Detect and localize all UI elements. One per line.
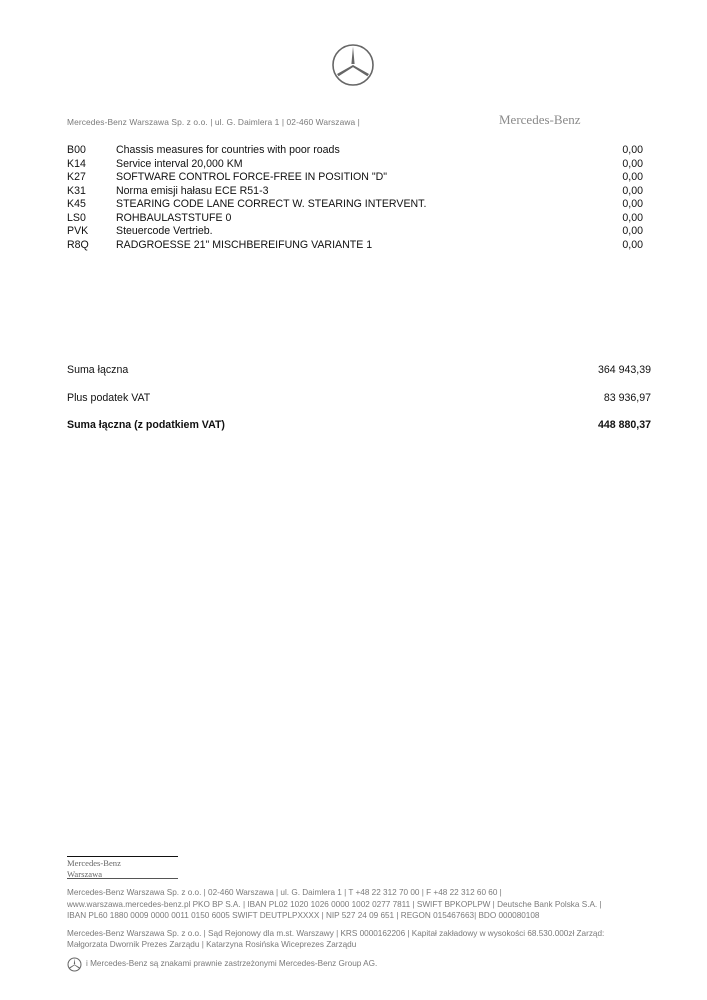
footer-line: Mercedes-Benz Warszawa Sp. z o.o. | 02-460 Warszawa | ul. G. Daimlera 1 | T +48 22 312 70 00 | F +48 22 312 60 60 |	[67, 888, 502, 897]
mercedes-star-icon	[67, 957, 82, 972]
subtotal-row	[67, 364, 651, 376]
item-description: Norma emisji hałasu ECE R51-3	[116, 184, 269, 197]
footer-line: IBAN PL60 1880 0009 0000 0011 0150 6005 SWIFT DEUTPLPXXXX | NIP 527 24 09 651 | REGON 015467663| BDO 000080108	[67, 911, 540, 920]
subtotal-label: Suma łączna	[67, 364, 129, 376]
item-price: 0,00	[622, 157, 643, 170]
item-description: RADGROESSE 21" MISCHBEREIFUNG VARIANTE 1	[116, 238, 373, 251]
footer-line: Małgorzata Dwornik Prezes Zarządu | Katarzyna Rosińska Wiceprezes Zarządu	[67, 940, 357, 949]
footer-brand-logo	[67, 856, 178, 879]
item-description: SOFTWARE CONTROL FORCE-FREE IN POSITION "D"	[116, 171, 387, 183]
footer-brand-line1: Mercedes-Benz	[67, 858, 121, 868]
list-item	[67, 144, 643, 158]
item-code: K14	[67, 157, 86, 170]
item-price: 0,00	[622, 171, 643, 183]
trademark-text: i Mercedes-Benz są znakami prawnie zastrzeżonymi Mercedes-Benz Group AG.	[86, 959, 378, 968]
item-price: 0,00	[622, 144, 643, 156]
item-description: STEARING CODE LANE CORRECT W. STEARING INTERVENT.	[116, 198, 427, 210]
list-item	[67, 225, 643, 239]
grand-total-row	[67, 419, 651, 431]
item-price: 0,00	[622, 238, 643, 251]
list-item	[67, 185, 643, 199]
item-price: 0,00	[622, 211, 643, 224]
list-item	[67, 239, 643, 253]
item-code: K27	[67, 171, 86, 183]
item-description: Steuercode Vertrieb.	[116, 225, 213, 237]
brand-wordmark: Mercedes-Benz	[499, 112, 581, 127]
item-code: K31	[67, 184, 86, 197]
item-description: Chassis measures for countries with poor roads	[116, 144, 340, 156]
subtotal-value: 364 943,39	[597, 364, 651, 376]
list-item	[67, 171, 643, 185]
item-description: Service interval 20,000 KM	[116, 157, 243, 170]
item-code: PVK	[67, 225, 89, 237]
item-code: LS0	[67, 211, 86, 224]
list-item	[67, 158, 643, 172]
option-items-list	[67, 144, 643, 252]
sender-address-line: Mercedes-Benz Warszawa Sp. z o.o. | ul. G. Daimlera 1 | 02-460 Warszawa |	[67, 117, 360, 127]
grand-total-label: Suma łączna (z podatkiem VAT)	[67, 419, 225, 431]
grand-total-value: 448 880,37	[597, 419, 651, 431]
vat-label: Plus podatek VAT	[67, 392, 151, 404]
mercedes-star-icon	[331, 43, 375, 87]
item-code: B00	[67, 144, 86, 156]
list-item	[67, 212, 643, 226]
item-price: 0,00	[622, 184, 643, 197]
item-code: K45	[67, 198, 86, 210]
footer-line: Mercedes-Benz Warszawa Sp. z o.o. | Sąd Rejonowy dla m.st. Warszawy | KRS 0000162206 | Kapitał zakładowy w wysokości 68.530.000zł Zarząd:	[67, 929, 605, 938]
item-price: 0,00	[622, 225, 643, 237]
footer-line: www.warszawa.mercedes-benz.pl PKO BP S.A. | IBAN PL02 1020 1026 0000 1002 0277 7811 | SWIFT BPKOPLPW | Deutsche Bank Polska S.A. |	[67, 900, 602, 909]
item-code: R8Q	[67, 238, 89, 251]
item-description: ROHBAULASTSTUFE 0	[116, 211, 232, 224]
item-price: 0,00	[622, 198, 643, 210]
list-item	[67, 198, 643, 212]
vat-row	[67, 392, 651, 404]
footer-brand-line2: Warszawa	[67, 869, 103, 879]
vat-value: 83 936,97	[603, 392, 651, 404]
